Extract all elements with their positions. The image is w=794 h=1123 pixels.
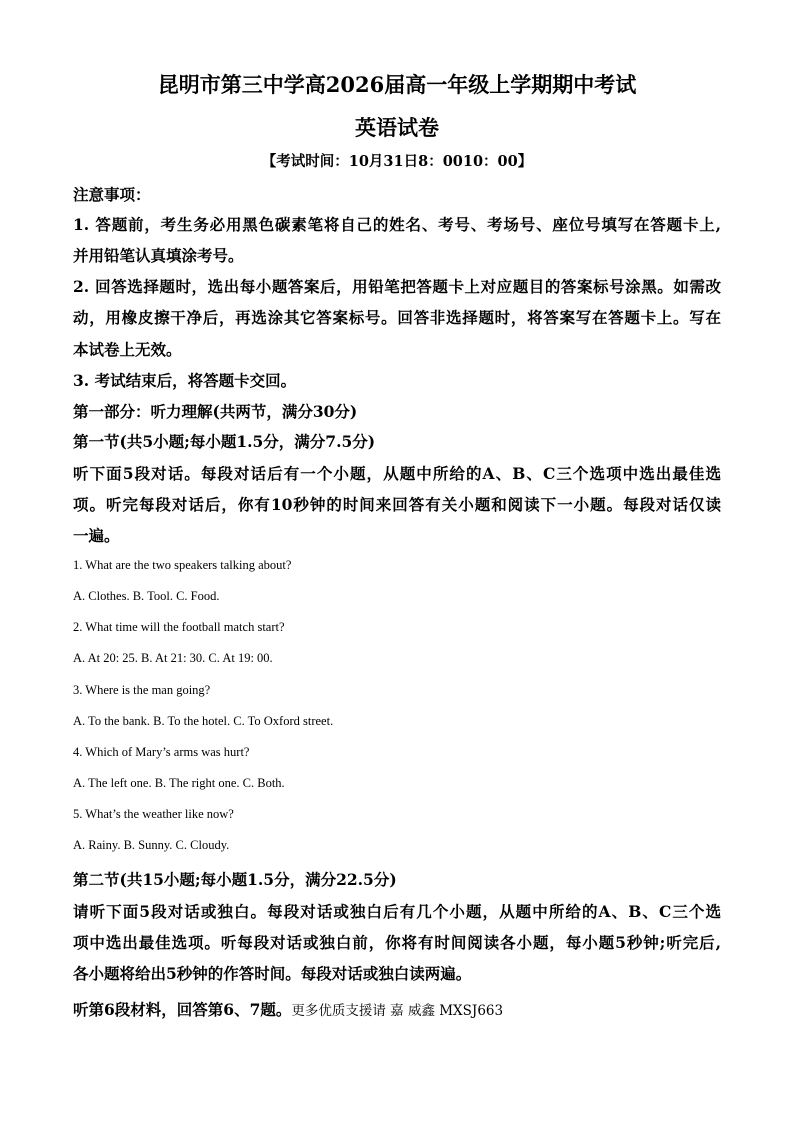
exam-title: 昆明市第三中学高2026届高一年级上学期期中考试 bbox=[157, 72, 637, 97]
section1-instruction-line-2: 项。听完每段对话后，你有10秒钟的时间来回答有关小题和阅读下一小题。每段对话仅读 bbox=[73, 495, 721, 514]
section2-instruction-line-3: 各小题将给出5秒钟的作答时间。每段对话或独白读两遍。 bbox=[73, 964, 472, 983]
material-6-instruction: 听第6段材料，回答第6、7题。 bbox=[73, 1000, 292, 1019]
question-2-options: A. At 20: 25. B. At 21: 30. C. At 19: 00. bbox=[73, 651, 273, 665]
material-6-line bbox=[73, 998, 503, 1020]
question-5-options: A. Rainy. B. Sunny. C. Cloudy. bbox=[73, 838, 230, 852]
notice-item-2-line-1: 2. 回答选择题时，选出每小题答案后，用铅笔把答题卡上对应题目的答案标号涂黑。如需改 bbox=[73, 277, 721, 296]
notice-item-2-line-3: 本试卷上无效。 bbox=[73, 340, 182, 359]
notice-item-3: 3. 考试结束后，将答题卡交回。 bbox=[73, 371, 297, 390]
section2-instruction-line-2: 项中选出最佳选项。听每段对话或独白前，你将有时间阅读各小题，每小题5秒钟;听完后, bbox=[73, 933, 721, 952]
section1-heading: 第一节(共5小题;每小题1.5分，满分7.5分) bbox=[73, 432, 376, 451]
exam-time: 【考试时间：10月31日8：0010：00】 bbox=[261, 153, 533, 170]
section2-instruction-line-1: 请听下面5段对话或独白。每段对话或独白后有几个小题，从题中所给的A、B、C三个选 bbox=[73, 902, 721, 921]
question-2: 2. What time will the football match start? bbox=[73, 620, 285, 634]
question-3-options: A. To the bank. B. To the hotel. C. To Oxford street. bbox=[73, 714, 334, 728]
notice-heading: 注意事项： bbox=[73, 185, 151, 204]
question-3: 3. Where is the man going? bbox=[73, 683, 211, 697]
section1-instruction-line-3: 一遍。 bbox=[73, 526, 120, 545]
question-1: 1. What are the two speakers talking about? bbox=[73, 558, 292, 572]
exam-subtitle: 英语试卷 bbox=[355, 115, 439, 140]
question-4-options: A. The left one. B. The right one. C. Both. bbox=[73, 776, 285, 790]
section1-instruction-line-1: 听下面5段对话。每段对话后有一个小题，从题中所给的A、B、C三个选项中选出最佳选 bbox=[73, 464, 721, 483]
watermark-text: 更多优质支援请 嘉 威鑫 MXSJ663 bbox=[291, 1003, 504, 1019]
notice-item-2-line-2: 动，用橡皮擦干净后，再选涂其它答案标号。回答非选择题时，将答案写在答题卡上。写在 bbox=[73, 308, 721, 327]
section2-heading: 第二节(共15小题;每小题1.5分，满分22.5分) bbox=[73, 870, 397, 889]
question-5: 5. What’s the weather like now? bbox=[73, 807, 234, 821]
question-4: 4. Which of Mary’s arms was hurt? bbox=[73, 745, 250, 759]
notice-item-1-line-1: 1. 答题前，考生务必用黑色碳素笔将自己的姓名、考号、考场号、座位号填写在答题卡上, bbox=[73, 215, 721, 234]
notice-item-1-line-2: 并用铅笔认真填涂考号。 bbox=[73, 246, 244, 265]
question-1-options: A. Clothes. B. Tool. C. Food. bbox=[73, 589, 220, 603]
part1-heading: 第一部分：听力理解(共两节，满分30分) bbox=[73, 402, 358, 421]
